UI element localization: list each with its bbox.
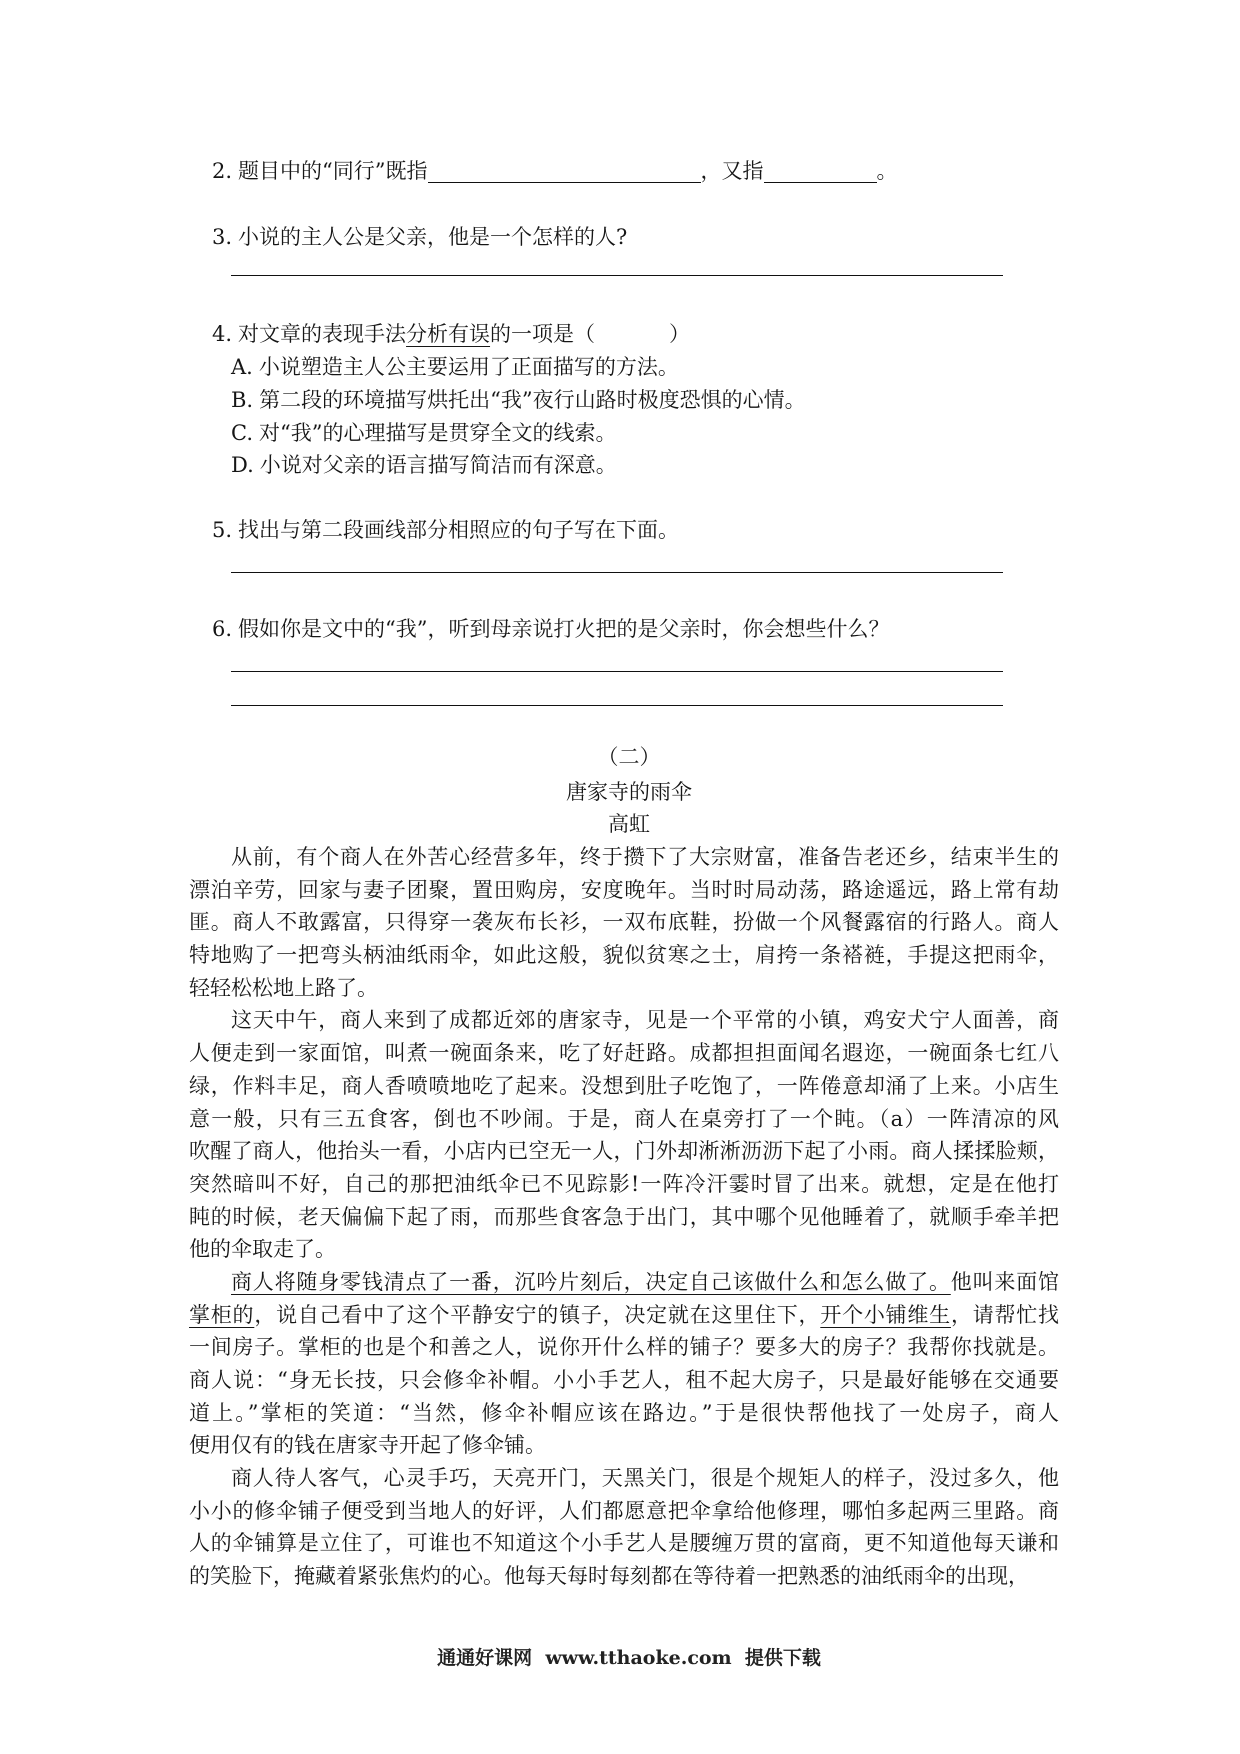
paragraph-line: 小小的修伞铺子便受到当地人的好评，人们都愿意把伞拿给他修理，哪怕多起两三里路。商 [189,1498,1059,1523]
question-number: 4. [212,322,233,346]
question-text: 找出与第二段画线部分相照应的句子写在下面。 [238,518,680,542]
question-text: 题目中的“同行”既指 [238,159,428,183]
underlined-text: 商人将随身零钱清点了一番，沉吟片刻后，决定自己该做什么和怎么做了。 [231,1269,951,1294]
option-text: 小说塑造主人公主要运用了正面描写的方法。 [258,355,679,379]
option-letter: D. [231,453,254,477]
question-number: 3. [212,225,233,249]
question-text: 。 [876,159,898,183]
underlined-text: 分析有误 [406,322,491,346]
section-number: （二） [597,745,661,769]
option-text: 第二段的环境描写烘托出“我”夜行山路时极度恐惧的心情。 [259,388,806,412]
question-text: 小说的主人公是父亲，他是一个怎样的人? [238,225,628,249]
paragraph-line [189,1299,1059,1332]
question-number: 5. [212,518,233,542]
paragraph-line: 道上。”掌柜的笑道：“当然，修伞补帽应该在路边。”于是很快帮他找了一处房子，商人 [189,1400,1059,1425]
fill-in-blank [428,162,701,183]
paragraph-line: 的笑脸下，掩藏着紧张焦灼的心。他每天每时每刻都在等待着一把熟悉的油纸雨伞的出现， [189,1564,1029,1589]
paragraph-line: 一间房子。掌柜的也是个和善之人，说你开什么样的铺子？要多大的房子？我帮你找就是。 [189,1335,1059,1360]
paragraph-line: 突然暗叫不好，自己的那把油纸伞已不见踪影!一阵冷汗霎时冒了出来。就想，定是在他打 [189,1171,1059,1196]
question-text: 假如你是文中的“我”，听到母亲说打火把的是父亲时，你会想些什么？ [238,617,890,641]
question-6 [212,615,890,643]
text-segment: ，说自己看中了这个平静安宁的镇子，决定就在这里住下， [254,1302,821,1327]
text-segment: ，请帮忙找 [950,1302,1059,1327]
question-3 [212,223,627,251]
paragraph-line: 漂泊辛劳，回家与妻子团聚，置田购房，安度晚年。当时时局动荡，路途遥远，路上常有劫 [189,877,1059,902]
paragraph-line: 商人说：“身无长技，只会修伞补帽。小小手艺人，租不起大房子，只是最好能够在交通要 [189,1368,1059,1392]
text-segment: 他叫来面馆 [950,1269,1059,1294]
passage-author: 高虹 [608,812,650,836]
paragraph-line: 匪。商人不敢露富，只得穿一袭灰布长衫，一双布底鞋，扮做一个风餐露宿的行路人。商人 [189,910,1059,935]
option-letter: B. [231,388,254,412]
question-2 [212,157,898,185]
option-a [231,353,679,381]
option-text: 对“我”的心理描写是贯穿全文的线索。 [259,421,617,445]
option-letter: C. [231,421,253,445]
paragraph-line: 绿，作料丰足，商人香喷喷地吃了起来。没想到肚子吃饱了，一阵倦意却涌了上来。小店生 [189,1073,1059,1098]
question-number: 2. [212,159,233,183]
paragraph-line: 这天中午，商人来到了成都近郊的唐家寺，见是一个平常的小镇，鸡安犬宁人面善，商 [231,1008,1059,1033]
paragraph-line: 人的伞铺算是立住了，可谁也不知道这个小手艺人是腰缠万贯的富商，更不知道他每天谦和 [189,1531,1059,1556]
passage-title: 唐家寺的雨伞 [566,780,692,804]
fill-in-blank [764,162,877,183]
question-5 [212,516,679,544]
paragraph-line: 特地购了一把弯头柄油纸雨伞，如此这般，貌似贫寒之士，肩挎一条褡裢，手提这把雨伞， [189,943,1059,968]
paragraph-line: 盹的时候，老天偏偏下起了雨，而那些食客急于出门，其中哪个见他睡着了，就顺手牵羊把 [189,1204,1059,1229]
option-letter: A. [231,355,253,379]
answer-line [231,671,1003,672]
question-text: ，又指 [700,159,764,183]
option-d [231,451,617,479]
option-b [231,386,806,414]
question-text: 的一项是（ [490,322,596,346]
paragraph-line [189,1266,1059,1299]
paragraph-line: 他的伞取走了。 [189,1237,336,1262]
question-text: 对文章的表现手法 [238,322,407,346]
option-text: 小说对父亲的语言描写简洁而有深意。 [259,453,617,477]
question-4 [212,320,690,348]
paragraph-line: 吹醒了商人，他抬头一看，小店内已空无一人，门外却淅淅沥沥下起了小雨。商人揉揉脸颊， [189,1139,1059,1164]
answer-line [231,275,1003,276]
underlined-text: 开个小铺维生 [820,1302,951,1327]
answer-line [231,705,1003,706]
passage-body [189,841,1059,1593]
paragraph-line: 商人待人客气，心灵手巧，天亮开门，天黑关门，很是个规矩人的样子，没过多久，他 [231,1466,1059,1491]
underlined-text: 掌柜的 [189,1302,255,1327]
paragraph-line: 便用仅有的钱在唐家寺开起了修伞铺。 [189,1433,546,1458]
question-number: 6. [212,617,233,641]
question-text: ） [669,322,691,346]
page-footer: 通通好课网 www.tthaoke.com 提供下载 [437,1647,821,1669]
option-c [231,419,616,447]
paragraph-line: 意一般，只有三五食客，倒也不吵闹。于是，商人在桌旁打了一个盹。（a）一阵清凉的风 [189,1106,1059,1131]
paragraph-line: 轻轻松松地上路了。 [189,975,378,1000]
paragraph-line: 从前，有个商人在外苦心经营多年，终于攒下了大宗财富，准备告老还乡，结束半生的 [231,845,1059,869]
paragraph-line: 人便走到一家面馆，叫煮一碗面条来，吃了好赶路。成都担担面闻名遐迩，一碗面条七红八 [189,1041,1059,1066]
answer-line [231,572,1003,573]
